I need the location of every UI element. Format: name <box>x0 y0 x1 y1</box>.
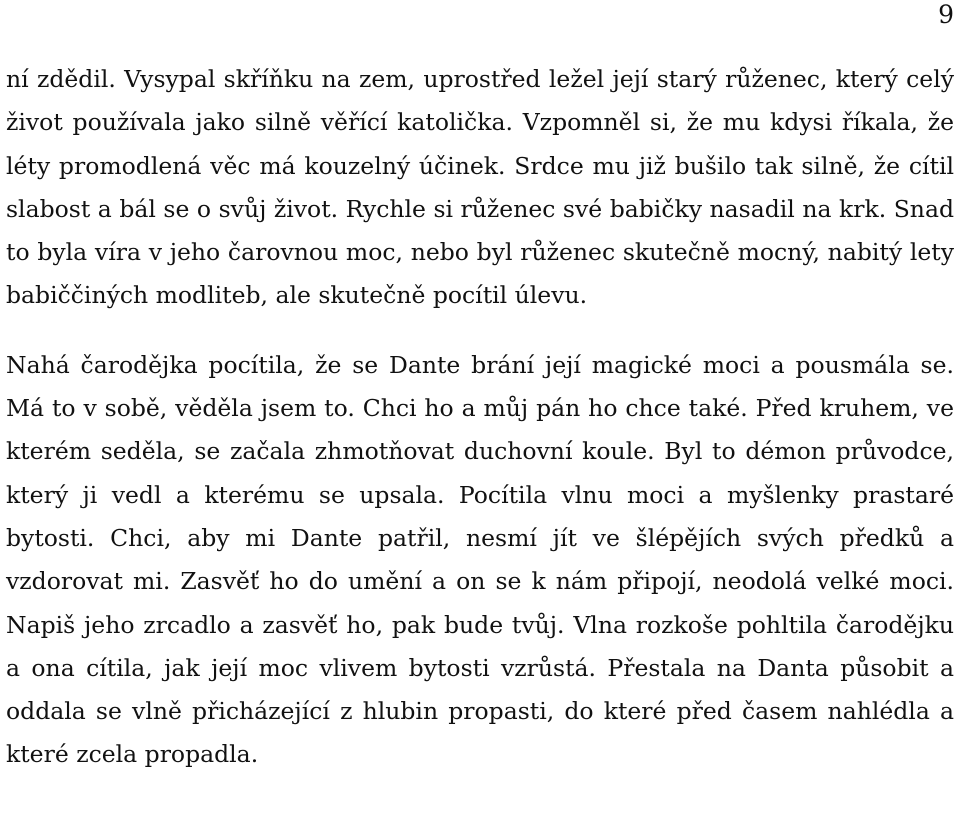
page-body <box>6 58 954 777</box>
paragraph-1: ní zdědil. Vysypal skříňku na zem, uprostřed ležel její starý růženec, který celý život používala jako silně věřící katolička. Vzpomněl si, že mu kdysi říkala, že léty promodlená věc má kouzelný účinek. Srdce mu již bušilo tak silně, že cítil slabost a bál se o svůj život. Rychle si růženec své babičky nasadil na krk. Snad to byla víra v jeho čarovnou moc, nebo byl růženec skutečně mocný, nabitý lety babiččiných modliteb, ale skutečně pocítil úlevu. <box>6 65 954 310</box>
page-number: 9 <box>938 0 954 29</box>
paragraph-2: Nahá čarodějka pocítila, že se Dante brání její magické moci a pousmála se. Má to v sobě, věděla jsem to. Chci ho a můj pán ho chce také. Před kruhem, ve kterém seděla, se začala zhmotňovat duchovní koule. Byl to démon průvodce, který ji vedl a kterému se upsala. Pocítila vlnu moci a myšlenky prastaré bytosti. Chci, aby mi Dante patřil, nesmí jít ve šlépějích svých předků a vzdorovat mi. Zasvěť ho do umění a on se k nám připojí, neodolá velké moci. Napiš jeho zrcadlo a zasvěť ho, pak bude tvůj. Vlna rozkoše pohltila čarodějku a ona cítila, jak její moc vlivem bytosti vzrůstá. Přestala na Danta působit a oddala se vlně přicházející z hlubin propasti, do které před časem nahlédla a které zcela propadla. <box>6 350 954 769</box>
